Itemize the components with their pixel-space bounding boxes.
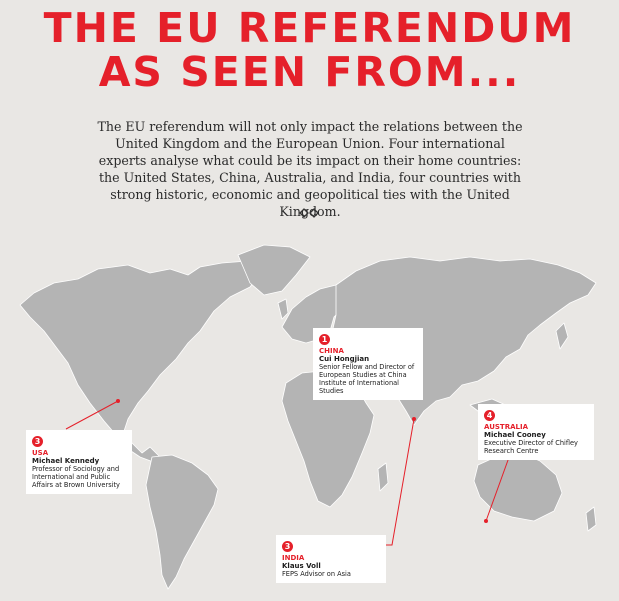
british-isles [278, 299, 288, 319]
india-marker [412, 417, 416, 421]
number-badge: 3 [282, 541, 293, 552]
country-label: INDIA [282, 554, 305, 562]
country-label: USA [32, 449, 49, 457]
australia-marker [484, 519, 488, 523]
madagascar [378, 463, 388, 491]
india-connector [385, 419, 414, 545]
expert-name: Cui Hongjian [319, 355, 370, 363]
diamond-divider-icon [299, 208, 319, 218]
expert-role: Executive Director of Chifley Research Centre [484, 439, 578, 455]
country-label: AUSTRALIA [484, 423, 528, 431]
expert-role: Senior Fellow and Director of European Studies at China Institute of International Studies [319, 363, 415, 395]
intro-paragraph: The EU referendum will not only impact the relations between the United Kingdom and the European Union. Four international experts analyse what could be its impact on their home countries: the United States, China, Australia, and India, four countries with strong historic, economic and geopolitical ties with the United Kingdom. [97, 119, 523, 219]
number-badge: 1 [319, 334, 330, 345]
japan [556, 323, 568, 349]
usa-marker [116, 399, 120, 403]
expert-role: FEPS Advisor on Asia [282, 570, 351, 578]
number-badge: 4 [484, 410, 495, 421]
expert-card-india [276, 535, 386, 583]
expert-card-australia [478, 404, 594, 460]
new-zealand [586, 507, 596, 531]
expert-card-usa [26, 430, 132, 494]
title-line-2: AS SEEN FROM... [98, 48, 521, 96]
south-america [146, 455, 218, 589]
expert-name: Michael Kennedy [32, 457, 100, 465]
page-title [0, 6, 619, 94]
expert-name: Klaus Voll [282, 562, 321, 570]
title-line-1: THE EU REFERENDUM [43, 4, 576, 52]
number-badge: 3 [32, 436, 43, 447]
expert-card-china [313, 328, 423, 400]
expert-name: Michael Cooney [484, 431, 546, 439]
australia [474, 453, 562, 521]
expert-role: Professor of Sociology and International and Public Affairs at Brown University [32, 465, 120, 489]
country-label: CHINA [319, 347, 344, 355]
